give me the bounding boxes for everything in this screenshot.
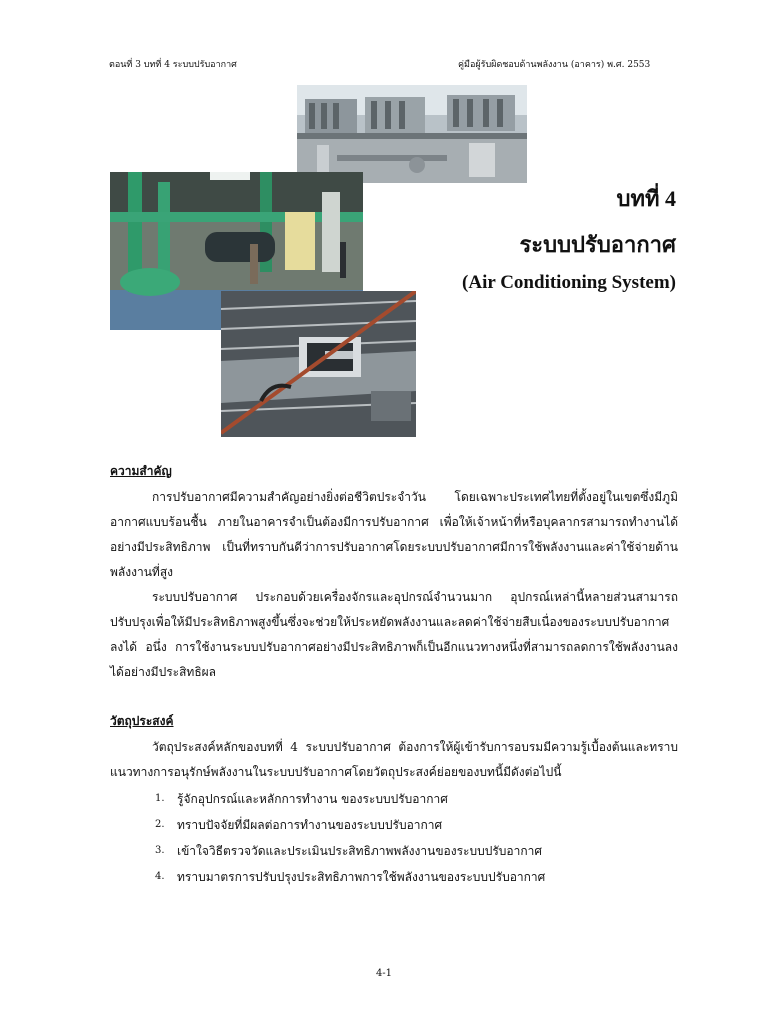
importance-heading: ความสำคัญ	[110, 464, 172, 478]
importance-text-2: ระบบปรับอากาศ ประกอบด้วยเครื่องจักรและอุปกรณ์จำนวนมาก อุปกรณ์เหล่านี้หลายส่วนสามารถปรับปรุงเพื่อให้มีประสิทธิภาพสูงขึ้นซึ่งจะช่วยให้ประหยัดพลังงานและลดค่าใช้จ่ายสืบเนื่องของระบบปรับอากาศลงได้ อนึ่ง การใช้งานระบบปรับอากาศอย่างมีประสิทธิภาพก็เป็นอีกแนวทางหนึ่งที่สามารถลดการใช้พลังงานลงได้อย่างมีประสิทธิผล	[110, 590, 678, 679]
header-left: ตอนที่ 3 บทที่ 4 ระบบปรับอากาศ	[109, 60, 237, 70]
importance-paragraph-2	[110, 585, 678, 685]
chapter-title-thai: ระบบปรับอากาศ	[519, 232, 676, 257]
ceiling-ductwork-photo	[221, 291, 416, 437]
chapter-number: บทที่ 4	[616, 186, 676, 211]
objectives-intro-text: วัตถุประสงค์หลักของบทที่ 4 ระบบปรับอากาศ ต้องการให้ผู้เข้ารับการอบรมมีความรู้เบื้องต้นและทราบแนวทางการอนุรักษ์พลังงานในระบบปรับอากาศโดยวัตถุประสงค์ย่อยของบทนี้มีดังต่อไปนี้	[110, 740, 678, 779]
rooftop-chiller-photo	[297, 85, 527, 183]
list-item: 2. ทราบปัจจัยที่มีผลต่อการทำงานของระบบปรับอากาศ	[155, 818, 443, 832]
list-item: 1. รู้จักอุปกรณ์และหลักการทำงาน ของระบบปรับอากาศ	[155, 792, 448, 806]
objectives-intro	[110, 735, 678, 785]
objectives-heading: วัตถุประสงค์	[110, 714, 174, 728]
objectives-list	[155, 786, 545, 890]
list-item: 3. เข้าใจวิธีตรวจวัดและประเมินประสิทธิภาพพลังงานของระบบปรับอากาศ	[155, 844, 542, 858]
header-right: คู่มือผู้รับผิดชอบด้านพลังงาน (อาคาร) พ.ศ. 2553	[458, 60, 651, 70]
page-number: 4-1	[375, 968, 393, 979]
list-item: 4. ทราบมาตรการปรับปรุงประสิทธิภาพการใช้พลังงานของระบบปรับอากาศ	[155, 870, 546, 884]
importance-text-1: การปรับอากาศมีความสำคัญอย่างยิ่งต่อชีวิตประจำวัน โดยเฉพาะประเทศไทยที่ตั้งอยู่ในเขตซึ่งมีภูมิอากาศแบบร้อนชื้น ภายในอาคารจำเป็นต้องมีการปรับอากาศ เพื่อให้เจ้าหน้าที่หรือบุคลากรสามารถทำงานได้อย่างมีประสิทธิภาพ เป็นที่ทราบกันดีว่าการปรับอากาศโดยระบบปรับอากาศมีการใช้พลังงานและค่าใช้จ่ายด้านพลังงานที่สูง	[110, 490, 678, 579]
chapter-title-english: (Air Conditioning System)	[462, 272, 676, 293]
importance-paragraph-1	[110, 485, 678, 585]
